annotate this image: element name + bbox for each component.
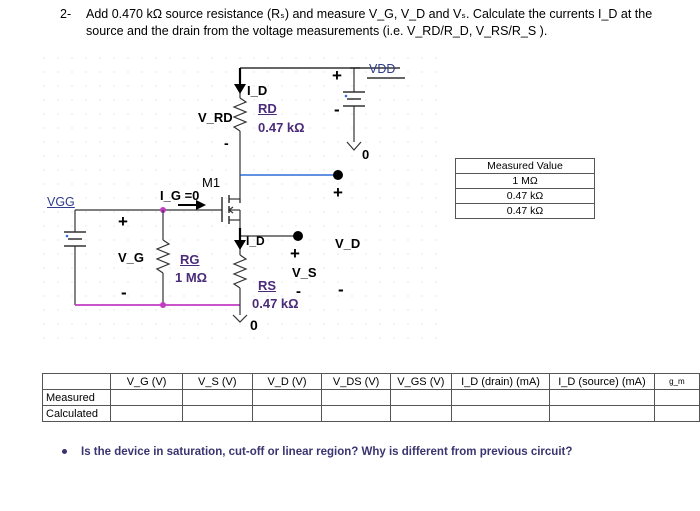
table-cell[interactable] xyxy=(654,406,699,422)
results-table xyxy=(42,373,700,422)
table-cell[interactable] xyxy=(252,406,322,422)
vs-probe-node xyxy=(293,231,303,241)
id-top-label: I_D xyxy=(247,83,268,98)
vdd-label: VDD xyxy=(369,62,396,76)
ground-label-bottom: 0 xyxy=(250,317,258,333)
rs-value: 0.47 kΩ xyxy=(252,296,299,311)
measured-value-cell: 0.47 kΩ xyxy=(456,204,595,219)
results-header-cell: V_GS (V) xyxy=(390,374,451,390)
vd-plus: + xyxy=(333,183,343,202)
vd-label: V_D xyxy=(335,236,361,251)
results-header-cell: g_m xyxy=(654,374,699,390)
table-cell[interactable] xyxy=(322,390,390,406)
vs-label: V_S xyxy=(292,265,317,280)
table-cell[interactable] xyxy=(451,406,549,422)
results-header-row xyxy=(43,374,700,390)
question-line-1: Add 0.470 kΩ source resistance (Rₛ) and measure V_G, V_D and Vₛ. Calculate the currents I_D at the xyxy=(86,7,653,21)
bullet-dot xyxy=(62,449,67,454)
rg-value: 1 MΩ xyxy=(175,270,208,285)
id-mid-label: I_D xyxy=(246,234,265,248)
vrd-minus: - xyxy=(224,135,229,151)
question-line-2: source and the drain from the voltage measurements (i.e. V_RD/R_D, V_RS/R_S ). xyxy=(86,24,548,38)
table-cell[interactable] xyxy=(182,406,252,422)
question-number: 2- xyxy=(60,7,72,21)
table-cell[interactable] xyxy=(111,390,183,406)
vs-plus: + xyxy=(290,244,300,263)
vdd-minus: - xyxy=(334,100,340,119)
results-header-cell: I_D (drain) (mA) xyxy=(451,374,549,390)
table-cell[interactable] xyxy=(550,390,655,406)
measured-value-table xyxy=(455,158,595,219)
vg-label: V_G xyxy=(118,250,145,265)
vdd-plus: + xyxy=(332,66,342,85)
vgg-label: VGG xyxy=(47,195,75,209)
table-cell[interactable] xyxy=(252,390,322,406)
ground-node xyxy=(160,302,166,308)
results-header-cell xyxy=(43,374,111,390)
ground-label-vdd: 0 xyxy=(362,147,370,162)
results-header-cell: V_S (V) xyxy=(182,374,252,390)
table-cell[interactable] xyxy=(390,390,451,406)
table-row xyxy=(43,406,700,422)
vrd-label: V_RD xyxy=(198,110,233,125)
table-cell[interactable] xyxy=(654,390,699,406)
vg-plus: + xyxy=(118,212,128,231)
table-cell[interactable] xyxy=(451,390,549,406)
battery-polarity-mark xyxy=(345,95,348,98)
vd-minus: - xyxy=(338,280,344,299)
results-header-cell: V_DS (V) xyxy=(322,374,390,390)
row-label: Calculated xyxy=(43,406,111,422)
table-cell[interactable] xyxy=(111,406,183,422)
m1-label: M1 xyxy=(202,175,221,190)
results-header-cell: I_D (source) (mA) xyxy=(550,374,655,390)
bullet-question xyxy=(62,446,572,458)
measured-value-header: Measured Value xyxy=(456,159,595,174)
measured-value-cell: 0.47 kΩ xyxy=(456,189,595,204)
rs-name: RS xyxy=(258,278,277,293)
table-cell[interactable] xyxy=(390,406,451,422)
battery-polarity-mark xyxy=(66,235,69,238)
ig-label: I_G =0 xyxy=(160,188,200,203)
measured-value-cell: 1 MΩ xyxy=(456,174,595,189)
table-cell[interactable] xyxy=(322,406,390,422)
vs-minus: - xyxy=(296,283,301,300)
rd-name: RD xyxy=(258,101,277,116)
rd-value: 0.47 kΩ xyxy=(258,120,305,135)
row-label: Measured xyxy=(43,390,111,406)
vd-probe-node xyxy=(333,170,343,180)
table-cell[interactable] xyxy=(550,406,655,422)
results-header-cell: V_G (V) xyxy=(111,374,183,390)
vg-minus: - xyxy=(121,283,127,302)
table-cell[interactable] xyxy=(182,390,252,406)
table-row xyxy=(43,390,700,406)
results-header-cell: V_D (V) xyxy=(252,374,322,390)
rg-name: RG xyxy=(180,252,200,267)
bullet-text: Is the device in saturation, cut-off or linear region? Why is different from previous circuit? xyxy=(81,446,573,458)
